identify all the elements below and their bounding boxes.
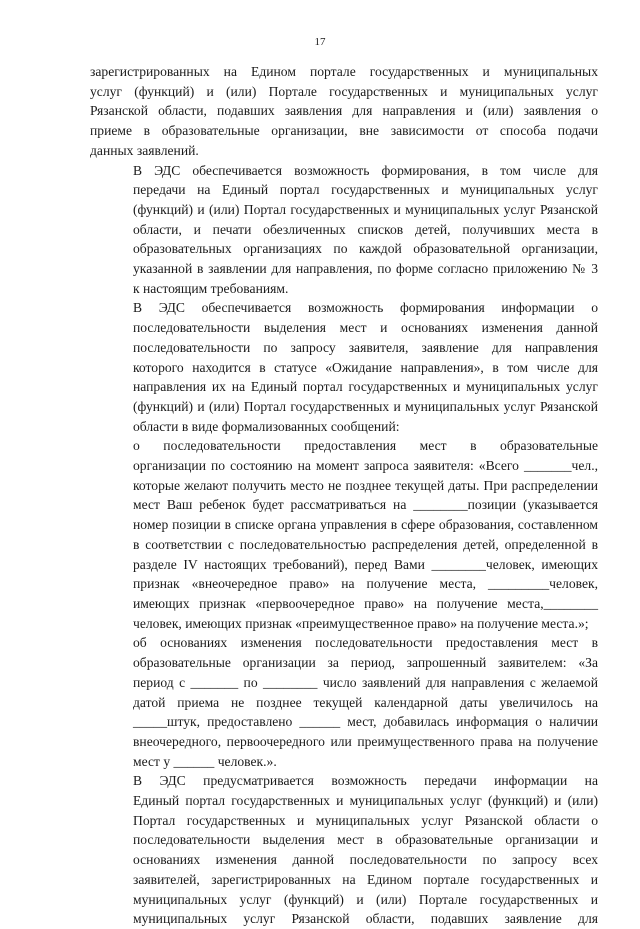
document-body [90,62,598,929]
text-line: признак «внеочередное право» на получение места, _________человек, [133,576,598,592]
text-line: зарегистрированных на Едином портале государственных и муниципальных [90,64,598,79]
text-line: области в виде формализованных сообщений: [133,418,400,434]
text-line: основаниях изменения данной последовательности по запросу всех [133,852,598,868]
paragraph [90,161,598,299]
text-line: Единый портал государственных и муниципальных услуг (функций) и (или) [133,793,598,809]
text-line: В ЭДС обеспечивается возможность формирования, в том числе для [133,162,598,178]
paragraph [90,771,598,929]
text-line: об основаниях изменения последовательности предоставления мест в [133,635,598,651]
page-number: 17 [314,36,326,48]
text-line: области, и печати обезличенных списков детей, получивших места в [133,221,598,237]
text-line: направления их на Единый портал государственных и муниципальных услуг [133,379,598,395]
text-line: в соответствии с последовательностью распределения детей, определенной в [133,536,598,552]
text-line: образовательные организации за период, запрошенный заявителем: «За [133,655,598,671]
text-line: передачи на Единый портал государственных и муниципальных услуг [133,182,598,198]
text-line: которого находится в статусе «Ожидание направления», в том числе для [133,359,598,375]
text-line: имеющих признак «первоочередное право» на получение места,________ [133,595,598,611]
text-line: Портал государственных и муниципальных услуг Рязанской области о [133,812,598,828]
text-line: последовательности выделения мест и основаниях изменения данной [133,320,598,336]
text-line: услуг (функций) и (или) Портале государственных и муниципальных услуг [90,83,598,99]
text-line: заявителей, зарегистрированных на Едином портале государственных и [133,871,598,887]
paragraph [90,298,598,436]
paragraph [90,633,598,771]
text-line: приеме в образовательные организации, вне зависимости от способа подачи [90,123,598,139]
text-line: к настоящим требованиям. [133,280,289,296]
text-line: муниципальных услуг (функций) и (или) Портале государственных и [133,891,598,907]
text-line: указанной в заявлении для направления, по форме согласно приложению № 3 [133,261,598,277]
text-line: мест у ______ человек.». [133,753,277,769]
text-line: датой приема не позднее текущей календарной даты увеличилось на [133,694,598,710]
paragraph [90,436,598,633]
text-line: данных заявлений. [90,142,199,158]
text-line: последовательности по запросу заявителя, заявление для направления [133,339,598,355]
text-line: В ЭДС предусматривается возможность передачи информации на [133,773,598,789]
paragraph [90,62,598,161]
text-line: мест Ваш ребенок будет рассматриваться на ________позиции (указывается [133,497,598,513]
text-line: разделе IV настоящих требований), перед Вами ________человек, имеющих [133,556,598,572]
text-line: внеочередного, первоочередного или преимущественного права на получение [133,733,598,749]
text-line: организации по состоянию на момент запроса заявителя: «Всего _______чел., [133,458,598,474]
text-line: Рязанской области, подавших заявления для направления и (или) заявления о [90,103,598,119]
text-line: период с _______ по ________ число заявлений для направления с желаемой [133,674,598,690]
text-line: о последовательности предоставления мест в образовательные [133,438,598,454]
text-line: (функций) и (или) Портал государственных и муниципальных услуг Рязанской [133,398,598,414]
text-line: муниципальных услуг Рязанской области, подавших заявление для [133,911,598,927]
text-line: последовательности выделения мест в образовательные организации и [133,832,598,848]
text-line: образовательных организациях по каждой образовательной организации, [133,241,598,257]
text-line: которые желают получить место не позднее текущей даты. При распределении [133,477,598,493]
text-line: (функций) и (или) Портал государственных и муниципальных услуг Рязанской [133,201,598,217]
text-line: _____штук, предоставлено ______ мест, добавилась информация о наличии [133,714,598,730]
text-line: человек, имеющих признак «преимущественное право» на получение места.»; [133,615,589,631]
text-line: В ЭДС обеспечивается возможность формирования информации о [133,300,598,316]
text-line: номер позиции в списке органа управления в сфере образования, составленном [133,517,598,533]
